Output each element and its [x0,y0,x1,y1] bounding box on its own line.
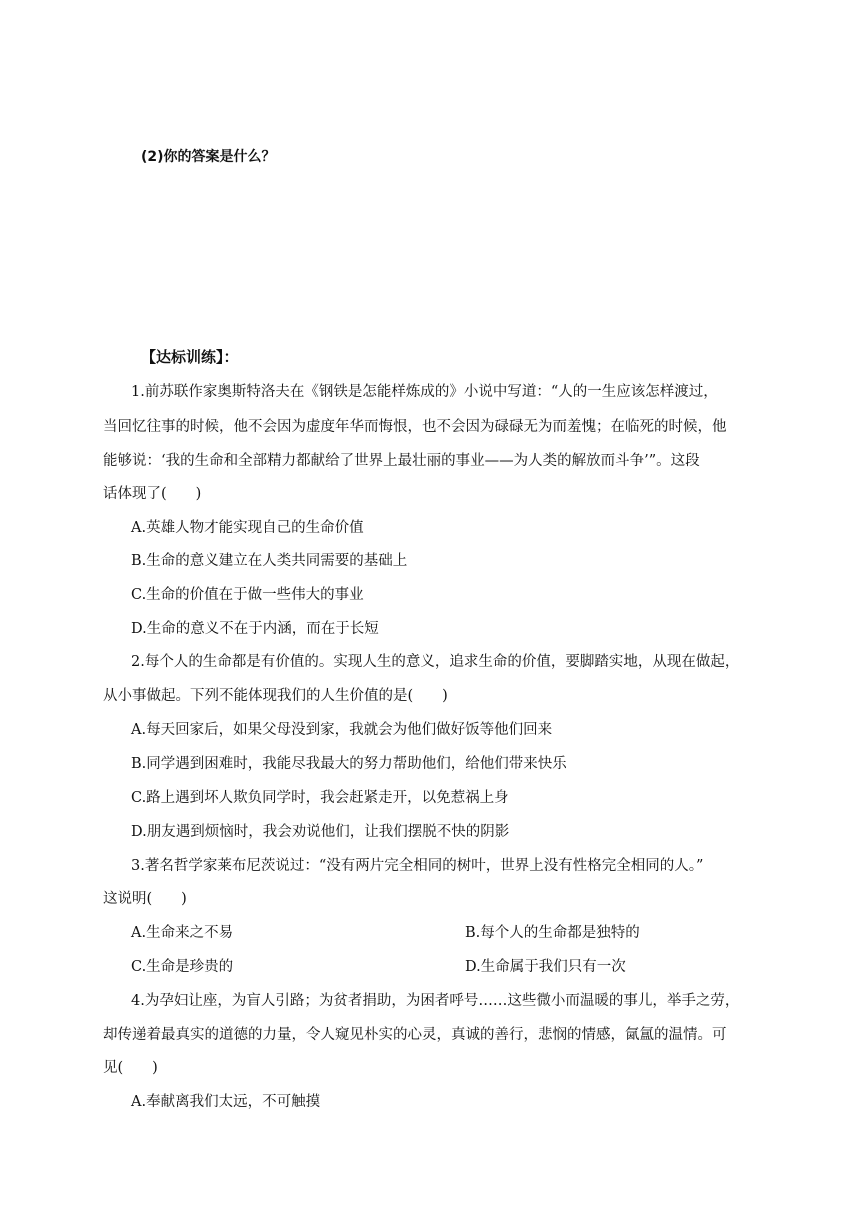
question-1-stem-line-4: 话体现了( ) [103,486,202,502]
question-2-option-a: A.每天回家后，如果父母没到家，我就会为他们做好饭等他们回来 [131,722,553,738]
question-3-stem-line-2: 这说明( ) [103,891,187,907]
question-1-option-a: A.英雄人物才能实现自己的生命价值 [131,520,364,536]
section-title: 【达标训练】： [141,348,239,366]
question-1-stem-line-3: 能够说：‘我的生命和全部精力都献给了世界上最壮丽的事业——为人类的解放而斗争’”。这段 [103,453,700,469]
question-1-option-d: D.生命的意义不在于内涵，而在于长短 [131,621,379,637]
question-4-option-a: A.奉献离我们太远，不可触摸 [131,1094,321,1110]
question-1-option-c: C.生命的价值在于做一些伟大的事业 [131,587,364,603]
question-3-option-c: C.生命是珍贵的 [131,959,234,975]
question-2-option-d: D.朋友遇到烦恼时，我会劝说他们，让我们摆脱不快的阴影 [131,824,510,840]
question-2-option-b: B.同学遇到困难时，我能尽我最大的努力帮助他们，给他们带来快乐 [131,756,567,772]
subquestion-prompt: (2)你的答案是什么？ [141,149,276,165]
question-1-option-b: B.生命的意义建立在人类共同需要的基础上 [131,553,408,569]
question-3-option-a: A.生命来之不易 [131,925,234,941]
question-1-stem-line-1: 1.前苏联作家奥斯特洛夫在《钢铁是怎能样炼成的》小说中写道：“人的一生应该怎样渡过， [131,384,718,400]
question-4-stem-line-1: 4.为孕妇让座，为盲人引路；为贫者捐助，为困者呼号……这些微小而温暖的事儿，举手之劳， [131,993,740,1009]
question-4-stem-line-2: 却传递着最真实的道德的力量，令人窥见朴实的心灵，真诚的善行，悲悯的情感，氤氲的温情。可 [103,1027,727,1043]
question-1-stem-line-2: 当回忆往事的时候，他不会因为虚度年华而悔恨，也不会因为碌碌无为而羞愧；在临死的时候，他 [103,419,727,435]
question-3-option-b: B.每个人的生命都是独特的 [465,925,640,941]
question-2-option-c: C.路上遇到坏人欺负同学时，我会赶紧走开，以免惹祸上身 [131,790,509,806]
question-2-stem-line-2: 从小事做起。下列不能体现我们的人生价值的是( ) [103,688,448,704]
question-3-option-d: D.生命属于我们只有一次 [465,959,626,975]
question-4-stem-line-3: 见( ) [103,1060,158,1076]
question-3-stem-line-1: 3.著名哲学家莱布尼茨说过：“没有两片完全相同的树叶，世界上没有性格完全相同的人。” [131,858,704,874]
question-2-stem-line-1: 2.每个人的生命都是有价值的。实现人生的意义，追求生命的价值，要脚踏实地，从现在做起， [131,654,740,670]
